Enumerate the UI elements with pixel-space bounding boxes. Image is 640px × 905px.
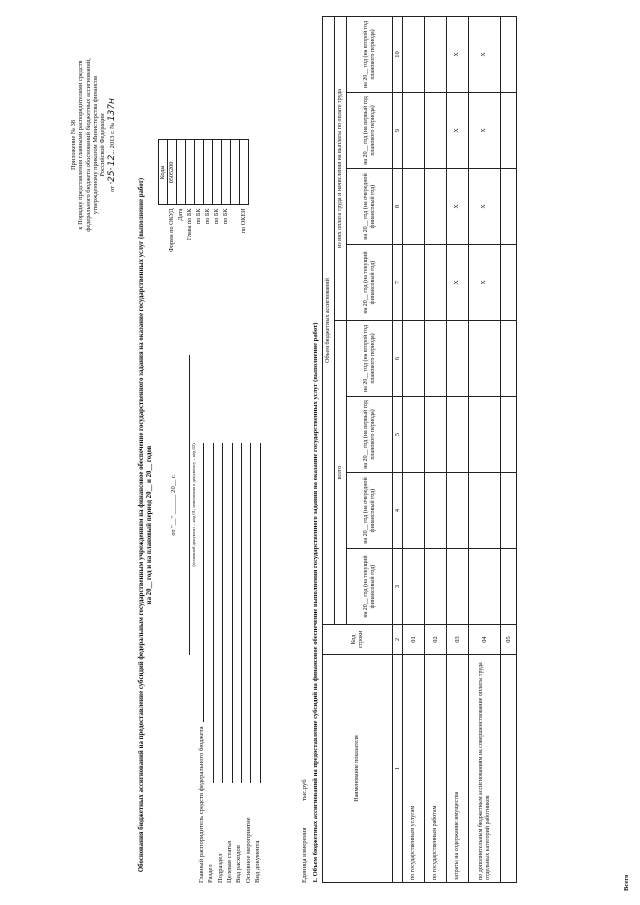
- table-row: [425, 17, 447, 883]
- field-label: Вид расходов: [235, 845, 243, 883]
- header-year: на 20__ год (на первый год планового периода): [347, 93, 393, 169]
- table-cell: [501, 245, 517, 321]
- appendix-line: федерального бюджета обоснований бюджетных ассигнований,: [84, 58, 92, 232]
- column-number: 4: [393, 473, 403, 549]
- table-cell: [425, 169, 447, 245]
- row-code: 04: [469, 625, 501, 655]
- table-cell: [425, 17, 447, 93]
- unit-of-measure: [301, 779, 309, 883]
- row-code: 03: [447, 625, 469, 655]
- table-cell: [403, 473, 425, 549]
- codes-header: Коды: [159, 140, 168, 205]
- table-cell: [447, 321, 469, 397]
- header-year: на 20__ год (на первый год планового периода): [347, 397, 393, 473]
- unit-label: Единица измерения: [301, 827, 308, 883]
- field-row: [243, 443, 252, 883]
- table-cell: [501, 549, 517, 625]
- from-date-line: от "__" ______ 20__ г.: [170, 474, 177, 536]
- table-cell: [403, 321, 425, 397]
- table-cell: [403, 169, 425, 245]
- date-year: ... 2013 г. №: [108, 122, 116, 155]
- row-name: по государственным услугам: [403, 655, 425, 883]
- row-name: [501, 655, 517, 883]
- table-cell: [469, 549, 501, 625]
- column-number: 7: [393, 245, 403, 321]
- column-number: 3: [393, 549, 403, 625]
- document-type-note: (основной документ – код 01; изменения к документу – код 02): [189, 355, 196, 655]
- codes-block: [158, 139, 249, 255]
- table-cell: [501, 17, 517, 93]
- code-value: [231, 140, 240, 205]
- table-cell: [501, 169, 517, 245]
- date-prefix: от ": [108, 181, 116, 192]
- appendix-header: [70, 25, 117, 265]
- code-value: [240, 140, 249, 205]
- table-cell: [469, 397, 501, 473]
- appendix-line: Российской Федерации: [99, 113, 107, 177]
- table-cell: [501, 473, 517, 549]
- field-row: [224, 443, 233, 883]
- table-cell: [425, 397, 447, 473]
- header-year: на 20__ год (на очередной финансовый год): [347, 473, 393, 549]
- table-cell: X: [469, 93, 501, 169]
- code-label: по БК: [204, 208, 212, 225]
- date-separator: ": [108, 166, 116, 171]
- code-value: [186, 140, 195, 205]
- table-cell: X: [447, 17, 469, 93]
- table-cell: [403, 397, 425, 473]
- row-name: затраты на содержание имущества: [447, 655, 469, 883]
- code-label: [231, 205, 240, 255]
- table-cell: [403, 549, 425, 625]
- code-value: [213, 140, 222, 205]
- table-cell: X: [447, 93, 469, 169]
- table-cell: [447, 473, 469, 549]
- field-label: Подраздел: [216, 853, 224, 883]
- header-total: всего: [335, 321, 347, 625]
- field-label: Главный распорядитель средств федерального бюджета: [197, 726, 205, 883]
- table-cell: X: [469, 245, 501, 321]
- field-line: [222, 443, 223, 783]
- header-labor: из них оплата труда и начисления на выплаты по оплате труда: [335, 17, 347, 321]
- table-cell: [425, 321, 447, 397]
- table-cell: [425, 93, 447, 169]
- table-cell: X: [469, 17, 501, 93]
- table-row: [447, 17, 469, 883]
- field-row: [234, 443, 243, 883]
- field-row: [205, 443, 214, 883]
- code-label: по БК: [195, 208, 203, 225]
- code-label: по БК: [213, 208, 221, 225]
- table-cell: [403, 245, 425, 321]
- field-row: [215, 443, 224, 883]
- field-label: Основное мероприятие: [244, 817, 252, 883]
- table-cell: [403, 93, 425, 169]
- form-title: [138, 175, 154, 875]
- field-label: Вид документа: [254, 840, 262, 883]
- order-number: 137н: [106, 98, 117, 122]
- header-code: Код строки: [323, 625, 393, 655]
- section-title: 1. Объем бюджетных ассигнований на предоставление субсидий на финансовое обеспечение выполнения государственного задания на оказание государственных услуг (выполнение работ): [312, 322, 319, 883]
- table-cell: [469, 473, 501, 549]
- column-number: 8: [393, 169, 403, 245]
- table-cell: [425, 473, 447, 549]
- header-year: на 20__ год (на очередной финансовый год): [347, 169, 393, 245]
- table-cell: [425, 245, 447, 321]
- table-cell: [501, 321, 517, 397]
- date-month: 12: [106, 154, 117, 167]
- code-label: по БК: [222, 208, 230, 225]
- header-volume: Объем бюджетных ассигнований: [323, 17, 335, 625]
- field-line: [232, 443, 233, 783]
- table-row: [403, 17, 425, 883]
- table-cell: [425, 549, 447, 625]
- field-label: Целевая статья: [225, 840, 233, 883]
- row-code: 05: [501, 625, 517, 655]
- code-label: Глава по БК: [186, 208, 194, 241]
- field-line: [250, 443, 251, 783]
- field-line: [241, 443, 242, 783]
- appendix-line: к Порядку представления главными распорядителями средств: [77, 60, 85, 230]
- table-row: [469, 17, 501, 883]
- table-row: [501, 17, 517, 883]
- code-label: Форма по ОКУД: [168, 208, 176, 252]
- table-cell: [501, 93, 517, 169]
- field-line: [260, 443, 261, 783]
- header-name: Наименование показателя: [323, 655, 393, 883]
- total-label: Всего: [623, 874, 630, 891]
- code-value: [195, 140, 204, 205]
- column-number: 5: [393, 397, 403, 473]
- table-cell: X: [469, 169, 501, 245]
- code-value: [204, 140, 213, 205]
- form-title-line2: на 20__ год и на плановый период 20__ и 20__ годов: [145, 445, 153, 605]
- appendix-date: [107, 25, 117, 265]
- header-fields: [196, 443, 262, 883]
- table-cell: [469, 321, 501, 397]
- table-cell: X: [447, 245, 469, 321]
- column-number: 6: [393, 321, 403, 397]
- code-label: по ОКЕИ: [240, 208, 248, 234]
- field-label: Раздел: [207, 864, 215, 883]
- appropriations-table: [322, 16, 517, 883]
- table-cell: [403, 17, 425, 93]
- code-value: [177, 140, 186, 205]
- unit-value: тыс.руб: [301, 779, 308, 802]
- row-code: 01: [403, 625, 425, 655]
- appendix-line: утвержденному приказом Министерства финансов: [92, 75, 100, 215]
- field-line: [213, 443, 214, 783]
- field-row: [196, 443, 205, 883]
- table-cell: [447, 549, 469, 625]
- column-number: 10: [393, 17, 403, 93]
- code-value: [222, 140, 231, 205]
- appendix-number: Приложение № 38: [70, 120, 77, 170]
- code-label: Дата: [177, 208, 185, 221]
- column-number: 2: [393, 625, 403, 655]
- date-day: 25: [106, 170, 117, 182]
- row-code: 02: [425, 625, 447, 655]
- header-year: на 20__ год (на второй год планового периода): [347, 321, 393, 397]
- table-cell: X: [447, 169, 469, 245]
- row-name: по дополнительным бюджетным ассигнованиям на совершенствование оплаты труда отдельных категорий работников: [469, 655, 501, 883]
- form-title-line1: Обоснования бюджетных ассигнований на предоставление субсидий федеральным государственным учреждениям на финансовое обеспечение государственного задания на оказание государственных услуг (выполнение работ): [138, 177, 145, 873]
- column-number: 1: [393, 655, 403, 883]
- field-line: [203, 443, 204, 722]
- code-value: 0505200: [168, 140, 177, 205]
- field-row: [252, 443, 261, 883]
- row-name: по государственным работам: [425, 655, 447, 883]
- table-cell: [501, 397, 517, 473]
- table-cell: [447, 397, 469, 473]
- header-year: на 20__ год (на текущий финансовый год): [347, 245, 393, 321]
- header-year: на 20__ год (на текущий финансовый год): [347, 549, 393, 625]
- header-year: на 20__ год (на второй год планового периода): [347, 17, 393, 93]
- column-number: 9: [393, 93, 403, 169]
